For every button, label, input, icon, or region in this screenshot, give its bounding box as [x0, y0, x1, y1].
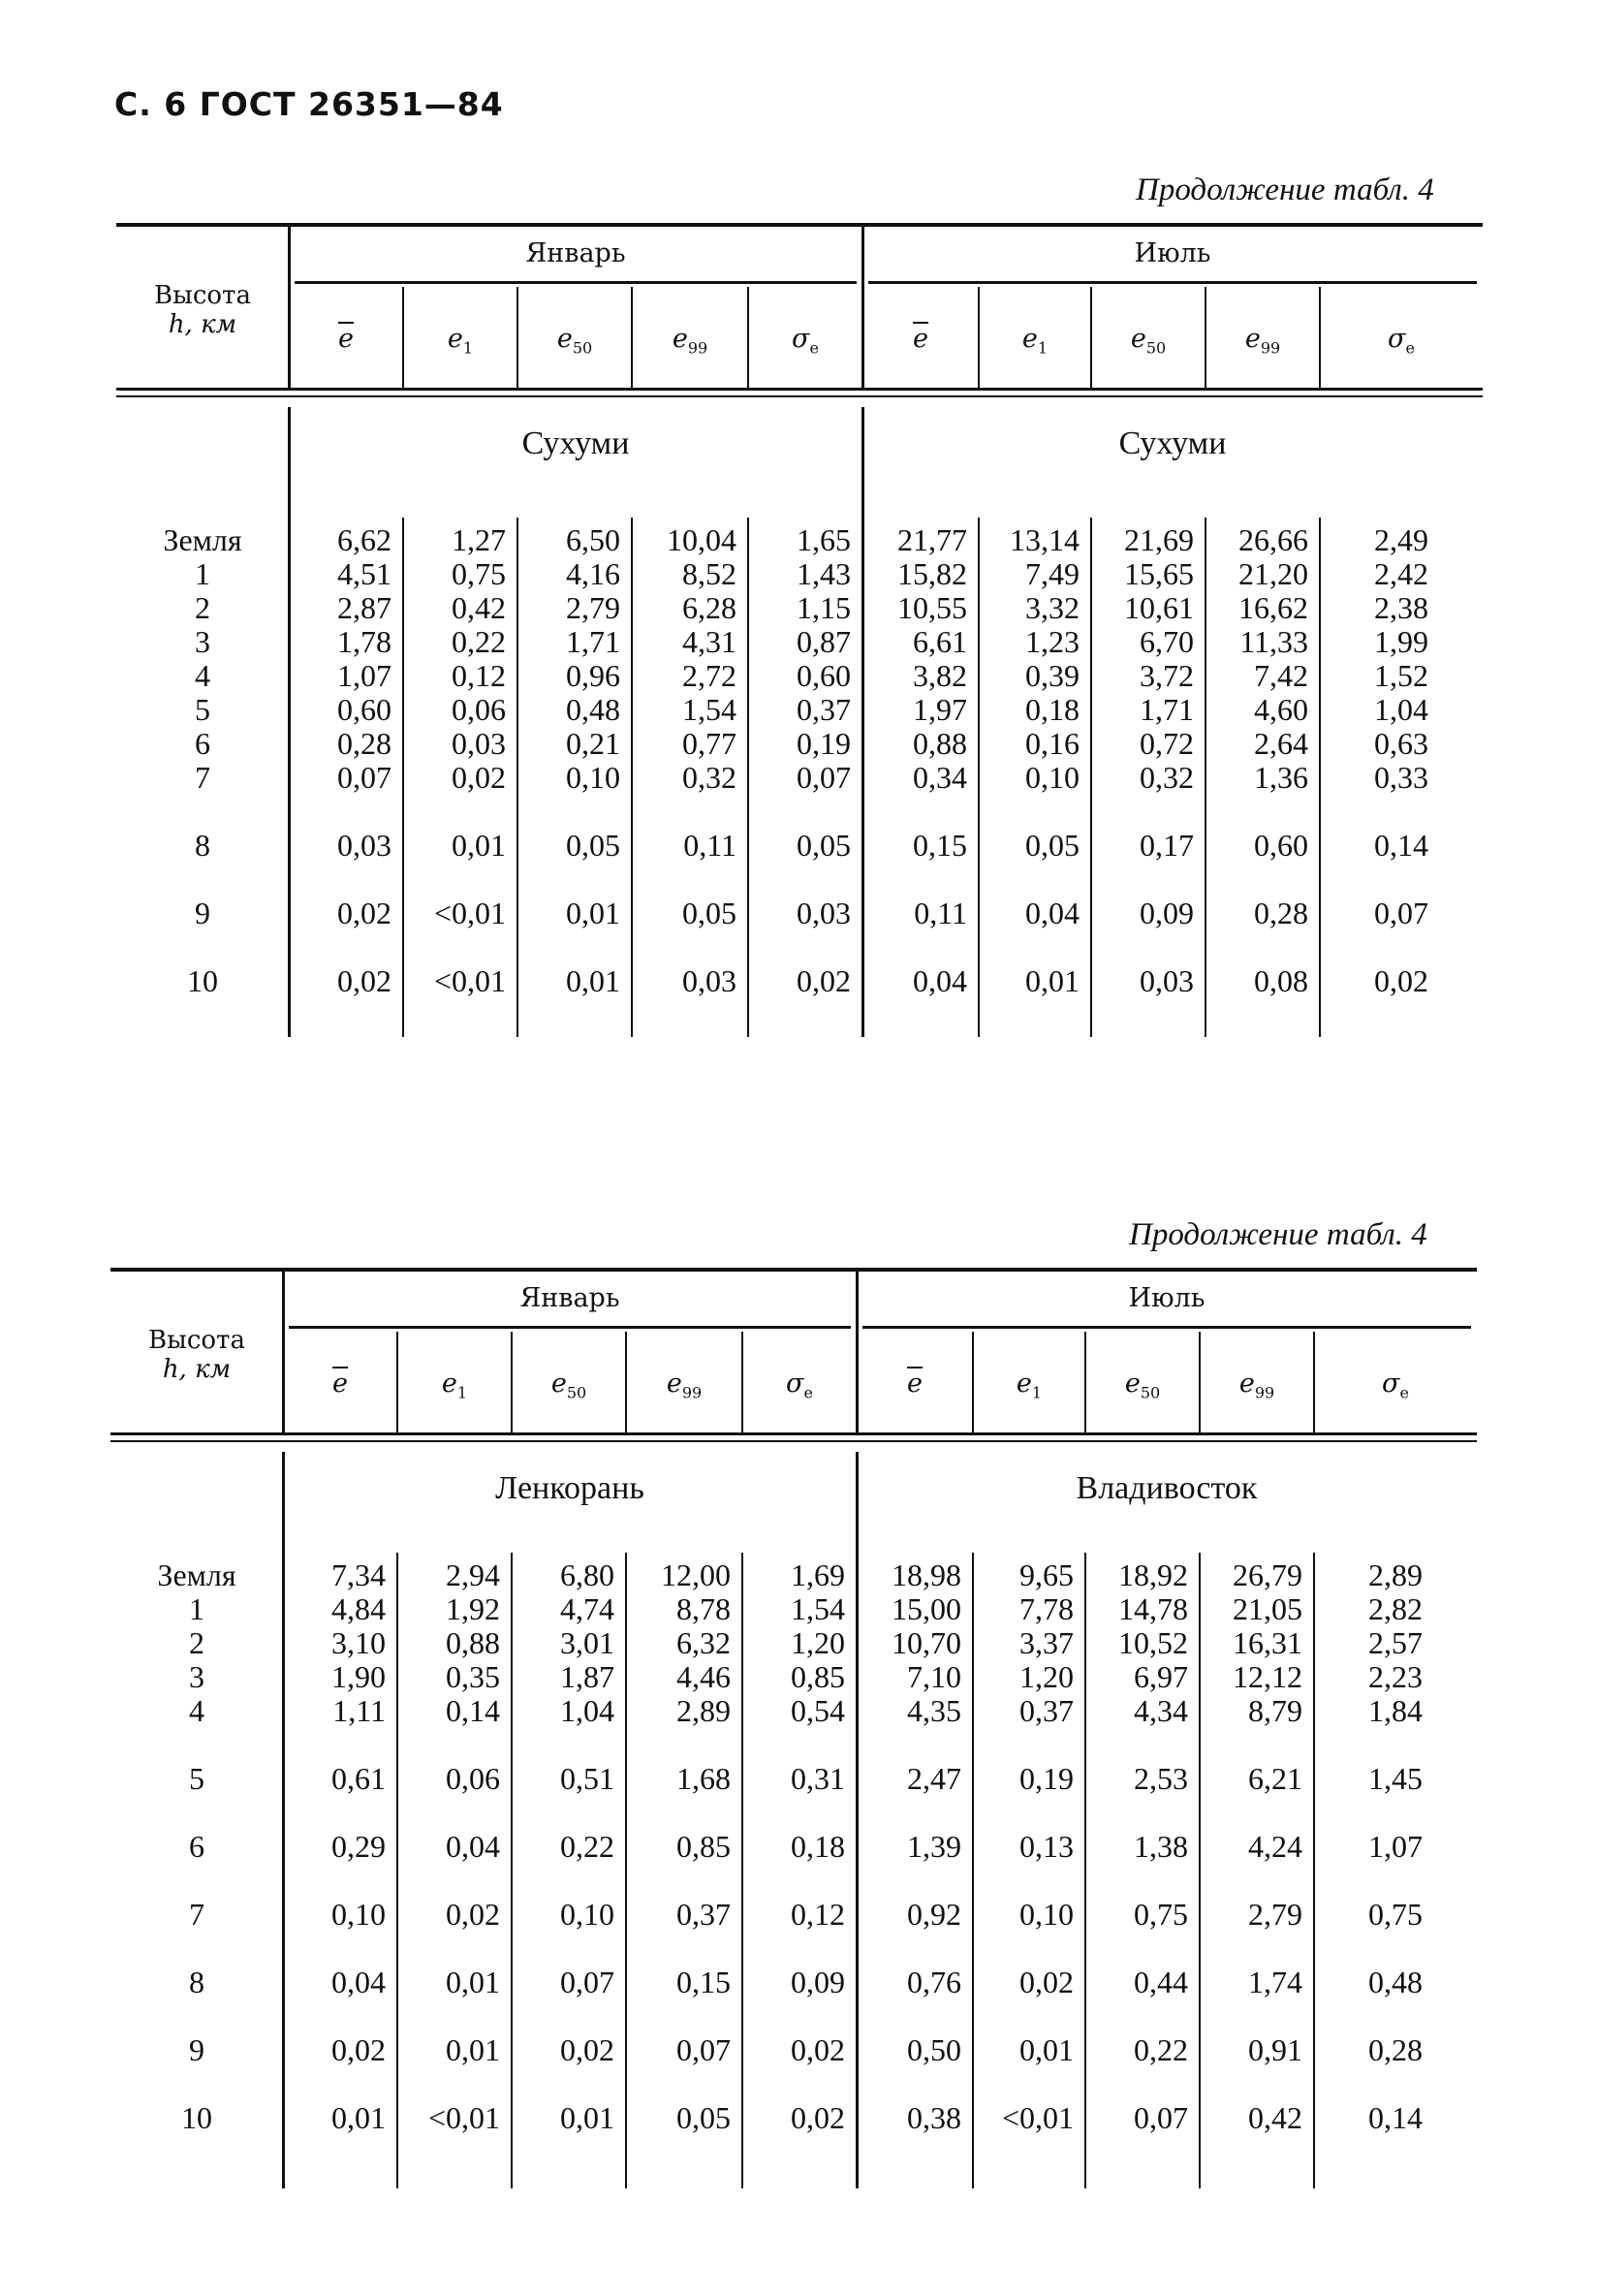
table-cell: 1,54 — [682, 692, 736, 727]
table-cell: 2,53 — [1134, 1761, 1188, 1796]
table-cell: 8,78 — [676, 1591, 731, 1626]
table-cell: 1,84 — [1368, 1693, 1423, 1728]
height-header-line1: Высота — [154, 281, 251, 310]
table-cell: 0,03 — [452, 726, 506, 761]
table-cell: 0,09 — [1140, 896, 1194, 930]
height-header — [116, 281, 289, 339]
table-cell: 4,51 — [337, 556, 391, 591]
table-cell: 0,75 — [1134, 1897, 1188, 1932]
continuation-caption-1: Продолжение табл. 4 — [1136, 173, 1434, 207]
table-cell: 3,32 — [1025, 590, 1080, 625]
table-cell: 0,01 — [452, 828, 506, 863]
table-cell: 4,16 — [566, 556, 620, 591]
table-cell: 0,07 — [676, 2032, 731, 2067]
column-symbol: $e_1$ — [1021, 324, 1049, 358]
table-cell: 0,15 — [913, 828, 967, 863]
table-cell: 0,88 — [913, 726, 967, 761]
table-cell: 0,07 — [1374, 896, 1428, 930]
table-cell: 0,10 — [1019, 1897, 1074, 1932]
row-height-label: 10 — [187, 963, 218, 998]
table-cell: 7,78 — [1019, 1591, 1074, 1626]
table-cell: 0,48 — [1368, 1965, 1423, 1999]
table-cell: 1,71 — [1140, 692, 1194, 727]
table-cell: 6,50 — [566, 522, 620, 557]
table-cell: 0,04 — [913, 963, 967, 998]
row-height-label: 4 — [189, 1693, 204, 1728]
table-cell: 4,74 — [560, 1591, 614, 1626]
table-cell: 11,33 — [1239, 624, 1308, 659]
table-cell: 0,12 — [452, 658, 506, 693]
column-symbol: $e_{99}$ — [672, 324, 708, 358]
column-symbol: $\sigma_e$ — [786, 1368, 813, 1402]
table-cell: 4,24 — [1248, 1829, 1302, 1864]
table-cell: 18,92 — [1118, 1557, 1188, 1592]
column-symbol: $\overline{e}$ — [913, 324, 928, 354]
table-cell: 4,46 — [676, 1659, 731, 1694]
column-symbol: $e_{50}$ — [1130, 324, 1167, 358]
row-height-label: 5 — [189, 1761, 204, 1796]
table-cell: 0,03 — [682, 963, 736, 998]
city-january: Сухуми — [521, 425, 630, 461]
month-january: Январь — [519, 1283, 620, 1313]
table-cell: 0,02 — [337, 963, 391, 998]
table-cell: 0,75 — [1368, 1897, 1423, 1932]
table-cell: 15,82 — [897, 556, 967, 591]
table-cell: 0,07 — [560, 1965, 614, 1999]
table-cell: 0,13 — [1019, 1829, 1074, 1864]
month-rule-jul — [868, 281, 1477, 284]
row-height-label: 4 — [195, 658, 210, 693]
row-height-label: 2 — [195, 590, 210, 625]
table-cell: 0,18 — [791, 1829, 845, 1864]
table-cell: 8,52 — [682, 556, 736, 591]
column-symbol: $e_{50}$ — [556, 324, 593, 358]
table-cell: 1,45 — [1368, 1761, 1423, 1796]
table-cell: 10,55 — [897, 590, 967, 625]
table-cell: 4,60 — [1254, 692, 1308, 727]
table-cell: 1,23 — [1025, 624, 1080, 659]
table-cell: 0,37 — [1019, 1693, 1074, 1728]
table-cell: 0,22 — [1134, 2032, 1188, 2067]
table-cell: 0,85 — [676, 1829, 731, 1864]
column-symbol: $\sigma_e$ — [1388, 324, 1415, 358]
table-cell: 0,03 — [337, 828, 391, 863]
table-cell: 0,03 — [797, 896, 851, 930]
table-cell: 12,12 — [1233, 1659, 1302, 1694]
table-cell: 0,02 — [331, 2032, 386, 2067]
table-cell: 21,69 — [1124, 522, 1194, 557]
table-cell: 0,06 — [452, 692, 506, 727]
table-cell: 2,64 — [1254, 726, 1308, 761]
table-cell: 0,33 — [1374, 760, 1428, 795]
table-cell: 0,09 — [791, 1965, 845, 1999]
table-cell: 0,07 — [1134, 2100, 1188, 2135]
table-cell: 6,28 — [682, 590, 736, 625]
row-height-label: 6 — [195, 726, 210, 761]
table-cell: 6,61 — [913, 624, 967, 659]
table-cell: 0,01 — [446, 1965, 500, 1999]
table-cell: 0,01 — [560, 2100, 614, 2135]
table-cell: 2,57 — [1368, 1625, 1423, 1660]
month-july: Июль — [1134, 238, 1211, 268]
table-cell: 1,71 — [566, 624, 620, 659]
row-height-label: Земля — [163, 522, 242, 557]
table-cell: 1,69 — [791, 1557, 845, 1592]
column-symbol: $\overline{e}$ — [332, 1368, 348, 1399]
table-cell: 1,07 — [1368, 1829, 1423, 1864]
height-header-line2: h, км — [162, 1355, 232, 1384]
table-cell: 0,08 — [1254, 963, 1308, 998]
row-height-label: 3 — [195, 624, 210, 659]
row-height-label: 7 — [189, 1897, 204, 1932]
table-cell: 0,14 — [446, 1693, 500, 1728]
table-cell: 1,97 — [913, 692, 967, 727]
table-cell: 0,51 — [560, 1761, 614, 1796]
city-july: Сухуми — [1118, 425, 1227, 461]
table-cell: 1,27 — [452, 522, 506, 557]
table-cell: 0,39 — [1025, 658, 1080, 693]
month-july: Июль — [1128, 1283, 1206, 1313]
column-symbol: $\sigma_e$ — [792, 324, 819, 358]
table-cell: 0,60 — [337, 692, 391, 727]
table-cell: 1,78 — [337, 624, 391, 659]
row-height-label: 8 — [195, 828, 210, 863]
table-cell: 0,76 — [907, 1965, 961, 1999]
table-cell: 15,65 — [1124, 556, 1194, 591]
table-cell: 0,06 — [446, 1761, 500, 1796]
table-cell: 0,02 — [1019, 1965, 1074, 1999]
table-cell: 0,18 — [1025, 692, 1080, 727]
column-symbol: $e_1$ — [447, 324, 474, 358]
table-cell: 0,01 — [1025, 963, 1080, 998]
table-cell: 0,14 — [1368, 2100, 1423, 2135]
table-cell: 1,39 — [907, 1829, 961, 1864]
table-cell: <0,01 — [427, 2100, 500, 2135]
table-cell: 1,15 — [797, 590, 851, 625]
city-january: Ленкорань — [495, 1470, 644, 1506]
table-cell: 6,80 — [560, 1557, 614, 1592]
table-cell: 0,10 — [560, 1897, 614, 1932]
table-cell: 21,20 — [1238, 556, 1308, 591]
table-cell: 0,63 — [1374, 726, 1428, 761]
table-lenkoran-vladivostok — [110, 1268, 1477, 2188]
table-cell: 1,20 — [1019, 1659, 1074, 1694]
table-cell: 1,20 — [791, 1625, 845, 1660]
column-symbol: $\overline{e}$ — [338, 324, 354, 354]
table-cell: 0,05 — [566, 828, 620, 863]
table-cell: 12,00 — [661, 1557, 731, 1592]
table-cell: 1,11 — [332, 1693, 386, 1728]
table-cell: 0,02 — [446, 1897, 500, 1932]
table-cell: 7,34 — [331, 1557, 386, 1592]
table-cell: 0,28 — [1368, 2032, 1423, 2067]
row-height-label: 10 — [181, 2100, 212, 2135]
row-height-label: 3 — [189, 1659, 204, 1694]
table-cell: 0,28 — [1254, 896, 1308, 930]
table-cell: 0,21 — [566, 726, 620, 761]
table-cell: 0,34 — [913, 760, 967, 795]
table-cell: 0,11 — [914, 896, 967, 930]
table-cell: 0,05 — [676, 2100, 731, 2135]
table-cell: 0,92 — [907, 1897, 961, 1932]
table-cell: 1,04 — [1374, 692, 1428, 727]
table-cell: 0,02 — [452, 760, 506, 795]
table-cell: 10,70 — [892, 1625, 961, 1660]
top-rule — [116, 223, 1483, 227]
table-cell: 3,72 — [1140, 658, 1194, 693]
table-cell: 0,31 — [791, 1761, 845, 1796]
table-cell: 0,05 — [797, 828, 851, 863]
table-cell: 0,19 — [797, 726, 851, 761]
table-cell: 1,07 — [337, 658, 391, 693]
table-cell: 2,79 — [1248, 1897, 1302, 1932]
table-cell: 0,01 — [566, 963, 620, 998]
table-sukhumi — [116, 223, 1483, 1037]
table-cell: 0,02 — [791, 2100, 845, 2135]
column-symbol: $e_{99}$ — [1244, 324, 1281, 358]
column-symbol: $\overline{e}$ — [907, 1368, 923, 1399]
table-cell: 0,72 — [1140, 726, 1194, 761]
table-cell: 2,49 — [1374, 522, 1428, 557]
table-cell: 21,05 — [1233, 1591, 1302, 1626]
table-cell: 0,61 — [331, 1761, 386, 1796]
table-cell: 0,02 — [337, 896, 391, 930]
table-cell: 0,15 — [676, 1965, 731, 1999]
height-header — [110, 1326, 283, 1384]
table-cell: 0,10 — [1025, 760, 1080, 795]
table-cell: 0,22 — [452, 624, 506, 659]
month-rule-jan — [289, 1326, 851, 1329]
table-cell: 16,31 — [1233, 1625, 1302, 1660]
table-cell: 2,72 — [682, 658, 736, 693]
table-cell: 1,52 — [1374, 658, 1428, 693]
table-cell: 4,35 — [907, 1693, 961, 1728]
table-cell: 6,32 — [676, 1625, 731, 1660]
month-january: Январь — [525, 238, 626, 268]
table-cell: 0,05 — [682, 896, 736, 930]
column-symbol: $\sigma_e$ — [1382, 1368, 1409, 1402]
table-cell: 0,01 — [566, 896, 620, 930]
table-cell: 10,52 — [1118, 1625, 1188, 1660]
row-height-label: 9 — [189, 2032, 204, 2067]
table-cell: 8,79 — [1248, 1693, 1302, 1728]
table-cell: 13,14 — [1010, 522, 1080, 557]
table-cell: 10,61 — [1124, 590, 1194, 625]
column-symbol: $e_{99}$ — [1238, 1368, 1275, 1402]
table-cell: 10,04 — [667, 522, 736, 557]
row-height-label: 6 — [189, 1829, 204, 1864]
table-cell: 0,32 — [1140, 760, 1194, 795]
table-cell: 14,78 — [1118, 1591, 1188, 1626]
table-cell: 0,91 — [1248, 2032, 1302, 2067]
month-rule-jul — [862, 1326, 1471, 1329]
city-july: Владивосток — [1076, 1470, 1258, 1506]
header-rule-2 — [110, 1440, 1477, 1442]
table-cell: 15,00 — [892, 1591, 961, 1626]
table-cell: 0,14 — [1374, 828, 1428, 863]
table-cell: 3,37 — [1019, 1625, 1074, 1660]
table-cell: 16,62 — [1238, 590, 1308, 625]
table-cell: 0,05 — [1025, 828, 1080, 863]
height-header-line2: h, км — [168, 310, 237, 339]
table-cell: 2,82 — [1368, 1591, 1423, 1626]
row-height-label: 9 — [195, 896, 210, 930]
row-height-label: 7 — [195, 760, 210, 795]
table-cell: 1,38 — [1134, 1829, 1188, 1864]
table-cell: 0,01 — [331, 2100, 386, 2135]
table-cell: 7,42 — [1254, 658, 1308, 693]
row-height-label: 1 — [189, 1591, 204, 1626]
table-cell: 3,01 — [560, 1625, 614, 1660]
table-cell: 0,04 — [331, 1965, 386, 1999]
table-cell: 1,90 — [331, 1659, 386, 1694]
table-cell: 0,29 — [331, 1829, 386, 1864]
page-header: С. 6 ГОСТ 26351—84 — [114, 85, 504, 123]
table-cell: 4,84 — [331, 1591, 386, 1626]
table-cell: 2,79 — [566, 590, 620, 625]
table-cell: 7,49 — [1025, 556, 1080, 591]
table-cell: 0,22 — [560, 1829, 614, 1864]
table-cell: 1,36 — [1254, 760, 1308, 795]
table-cell: 0,01 — [1019, 2032, 1074, 2067]
table-cell: 0,35 — [446, 1659, 500, 1694]
table-cell: 0,17 — [1140, 828, 1194, 863]
table-cell: 0,37 — [797, 692, 851, 727]
table-cell: 0,42 — [1248, 2100, 1302, 2135]
table-cell: 6,62 — [337, 522, 391, 557]
table-cell: 2,87 — [337, 590, 391, 625]
column-symbol: $e_1$ — [441, 1368, 468, 1402]
height-header-line1: Высота — [148, 1326, 245, 1355]
table-cell: 0,04 — [446, 1829, 500, 1864]
top-rule — [110, 1268, 1477, 1272]
table-cell: 0,12 — [791, 1897, 845, 1932]
table-cell: 2,47 — [907, 1761, 961, 1796]
row-height-label: 5 — [195, 692, 210, 727]
table-cell: 0,87 — [797, 624, 851, 659]
header-rule-2 — [116, 395, 1483, 397]
table-cell: 6,97 — [1134, 1659, 1188, 1694]
table-cell: 6,21 — [1248, 1761, 1302, 1796]
table-cell: 0,88 — [446, 1625, 500, 1660]
column-symbol: $e_{50}$ — [1124, 1368, 1161, 1402]
table-cell: 0,60 — [797, 658, 851, 693]
table-cell: 0,01 — [446, 2032, 500, 2067]
table-cell: 0,10 — [331, 1897, 386, 1932]
table-cell: 26,79 — [1233, 1557, 1302, 1592]
table-cell: 4,34 — [1134, 1693, 1188, 1728]
row-height-label: Земля — [157, 1557, 236, 1592]
table-cell: 0,19 — [1019, 1761, 1074, 1796]
table-cell: 0,07 — [797, 760, 851, 795]
table-cell: 0,48 — [566, 692, 620, 727]
table-cell: 1,87 — [560, 1659, 614, 1694]
table-cell: 0,44 — [1134, 1965, 1188, 1999]
table-cell: 0,02 — [791, 2032, 845, 2067]
table-cell: 0,28 — [337, 726, 391, 761]
column-symbol: $e_{50}$ — [550, 1368, 587, 1402]
table-cell: 2,23 — [1368, 1659, 1423, 1694]
table-cell: 1,04 — [560, 1693, 614, 1728]
table-cell: 2,89 — [1368, 1557, 1423, 1592]
table-cell: 4,31 — [682, 624, 736, 659]
header-rule-1 — [110, 1432, 1477, 1435]
table-cell: 18,98 — [892, 1557, 961, 1592]
table-cell: 0,10 — [566, 760, 620, 795]
column-symbol: $e_{99}$ — [666, 1368, 703, 1402]
continuation-caption-2: Продолжение табл. 4 — [1129, 1217, 1427, 1252]
table-cell: 0,02 — [1374, 963, 1428, 998]
table-cell: <0,01 — [1001, 2100, 1074, 2135]
table-cell: 0,50 — [907, 2032, 961, 2067]
table-cell: 0,75 — [452, 556, 506, 591]
row-height-label: 2 — [189, 1625, 204, 1660]
table-cell: 1,54 — [791, 1591, 845, 1626]
table-cell: 26,66 — [1238, 522, 1308, 557]
month-rule-jan — [295, 281, 857, 284]
table-cell: 1,74 — [1248, 1965, 1302, 1999]
table-cell: 0,85 — [791, 1659, 845, 1694]
table-cell: 1,92 — [446, 1591, 500, 1626]
header-rule-1 — [116, 388, 1483, 391]
table-cell: 3,82 — [913, 658, 967, 693]
table-cell: 0,38 — [907, 2100, 961, 2135]
table-cell: 21,77 — [897, 522, 967, 557]
table-cell: 0,16 — [1025, 726, 1080, 761]
table-cell: 7,10 — [907, 1659, 961, 1694]
table-cell: <0,01 — [433, 963, 506, 998]
table-cell: 0,96 — [566, 658, 620, 693]
row-height-label: 1 — [195, 556, 210, 591]
table-cell: 0,42 — [452, 590, 506, 625]
table-cell: 0,02 — [560, 2032, 614, 2067]
table-cell: 0,03 — [1140, 963, 1194, 998]
row-height-label: 8 — [189, 1965, 204, 1999]
table-cell: 0,32 — [682, 760, 736, 795]
table-cell: 2,42 — [1374, 556, 1428, 591]
table-cell: 1,68 — [676, 1761, 731, 1796]
table-cell: 3,10 — [331, 1625, 386, 1660]
table-cell: 0,77 — [682, 726, 736, 761]
column-symbol: $e_1$ — [1016, 1368, 1043, 1402]
table-cell: 0,07 — [337, 760, 391, 795]
table-cell: 0,54 — [791, 1693, 845, 1728]
table-cell: 1,65 — [797, 522, 851, 557]
table-cell: 0,04 — [1025, 896, 1080, 930]
table-cell: 1,43 — [797, 556, 851, 591]
table-cell: 2,94 — [446, 1557, 500, 1592]
table-cell: 0,60 — [1254, 828, 1308, 863]
table-cell: 1,99 — [1374, 624, 1428, 659]
table-cell: <0,01 — [433, 896, 506, 930]
table-cell: 6,70 — [1140, 624, 1194, 659]
table-cell: 0,37 — [676, 1897, 731, 1932]
table-cell: 9,65 — [1019, 1557, 1074, 1592]
table-cell: 0,11 — [683, 828, 736, 863]
table-cell: 2,89 — [676, 1693, 731, 1728]
table-cell: 2,38 — [1374, 590, 1428, 625]
table-cell: 0,02 — [797, 963, 851, 998]
